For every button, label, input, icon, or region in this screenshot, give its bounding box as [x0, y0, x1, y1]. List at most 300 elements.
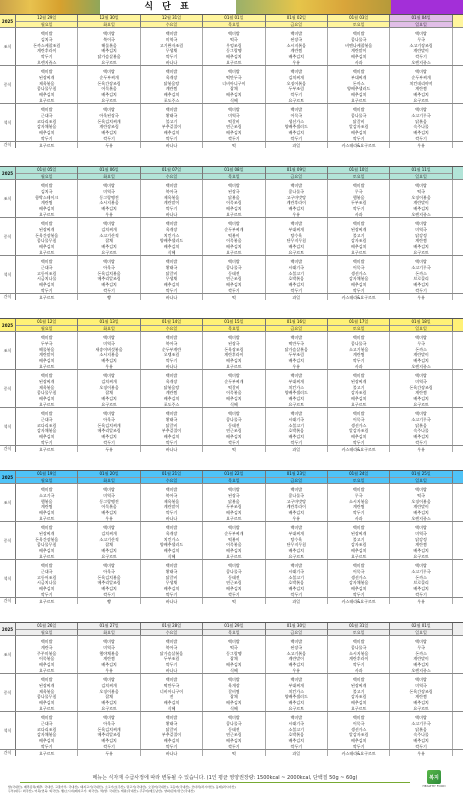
menu-item: 불고기	[352, 232, 365, 238]
menu-item: 백미밥	[40, 183, 53, 188]
menu-item: 배추김치	[413, 206, 429, 212]
menu-item: 백미밥	[103, 259, 115, 264]
menu-cell	[78, 408, 140, 445]
menu-item: 우유	[292, 212, 301, 217]
menu-item: 떡국	[230, 644, 238, 650]
day-header	[390, 319, 452, 331]
menu-item: 계란찜	[415, 86, 427, 92]
menu-item: 김치국	[40, 36, 53, 42]
menu-item: 백미밥	[40, 677, 53, 682]
menu-item: 두부조림	[226, 504, 242, 510]
menu-item: 무국	[417, 644, 425, 650]
menu-item: 배추김치	[350, 586, 367, 592]
menu-item: 떡갈비	[228, 118, 240, 124]
menu-item: 육개장	[165, 378, 178, 384]
menu-item: 배추김치	[350, 244, 367, 250]
day-date: 01월 07일	[161, 167, 182, 172]
menu-item: 백미밥	[40, 221, 53, 226]
menu-item: 깍두기	[415, 744, 427, 749]
menu-item: 된장찌개	[38, 74, 55, 80]
snack-cell	[16, 142, 78, 148]
snack-item: 과일	[292, 598, 301, 604]
menu-cell	[16, 28, 78, 65]
menu-item: 포도주스	[163, 402, 180, 407]
menu-item: 깍두기	[352, 510, 365, 516]
menu-item: 요구르트	[350, 706, 367, 711]
menu-item: 백미밥	[228, 221, 240, 226]
menu-cell	[141, 218, 203, 255]
menu-cell	[141, 674, 203, 711]
menu-item: 백미밥	[103, 221, 115, 226]
menu-item: 무국	[354, 492, 363, 498]
menu-item: 요구르트	[226, 364, 242, 369]
menu-item: 콩나물무침	[37, 390, 57, 396]
menu-item: 깍두기	[352, 288, 365, 293]
snack-cell	[328, 446, 390, 452]
header-banner-right	[236, 0, 391, 14]
menu-item: 콩나물국	[226, 416, 242, 422]
snack-cell	[78, 446, 140, 452]
menu-item: 김치찌개	[288, 74, 305, 80]
menu-item: 양배추샐러드	[159, 542, 184, 548]
snack-row	[0, 141, 463, 147]
meal-label: 간식	[0, 294, 16, 300]
snack-cell	[16, 750, 78, 756]
menu-item: 깍두기	[103, 744, 115, 749]
menu-item: 연근조림	[226, 124, 242, 130]
menu-item: 계란후라이	[37, 48, 57, 54]
menu-item: 제육볶음	[38, 384, 55, 390]
menu-item: 백미밥	[228, 259, 240, 264]
menu-cell	[328, 28, 390, 65]
menu-item: 닭갈비	[165, 270, 178, 276]
menu-item: 육개장	[165, 530, 178, 536]
snack-cell	[203, 750, 265, 756]
menu-item: 떡국	[230, 36, 238, 42]
menu-item: 콩나물국	[226, 264, 242, 270]
menu-item: 배추김치	[101, 586, 117, 592]
day-date: 01월 09일	[286, 167, 306, 172]
snack-item: 바나나	[165, 446, 178, 452]
menu-item: 콩나물국	[226, 720, 242, 726]
menu-cell	[203, 522, 265, 559]
snack-item: 떡	[231, 598, 236, 604]
menu-item: 배추김치	[226, 586, 242, 592]
menu-item: 잡채	[105, 238, 113, 244]
menu-item: 요구르트	[226, 516, 242, 521]
menu-item: 배추김치	[101, 396, 117, 402]
menu-item: 돈육김치볶음	[97, 574, 121, 580]
meal-label: 간식	[0, 750, 16, 756]
page-title: 식 단 표	[100, 0, 236, 14]
menu-item: 백미밥	[290, 639, 303, 644]
menu-item: 배추김치	[38, 548, 55, 554]
day-date: 01월 25일	[411, 471, 431, 476]
menu-item: 배추김치	[163, 282, 180, 288]
menu-item: 숙주나물	[413, 732, 429, 738]
menu-item: 백미밥	[352, 525, 365, 530]
menu-cell	[390, 66, 452, 103]
week-block	[0, 470, 463, 622]
menu-item: 백미밥	[40, 335, 53, 340]
menu-item: 미역국	[415, 226, 427, 232]
menu-cell	[266, 332, 328, 369]
menu-item: 요구르트	[38, 706, 55, 711]
menu-item: 백미밥	[103, 373, 115, 378]
menu-item: 깍두기	[415, 54, 427, 60]
menu-item: 탕수육	[290, 232, 303, 238]
menu-cell	[16, 180, 78, 217]
menu-item: 깍두기	[103, 440, 115, 445]
menu-item: 깍두기	[165, 662, 178, 668]
snack-item: 두유	[105, 142, 113, 148]
menu-item: 소불고기	[288, 270, 305, 276]
week-date-header	[0, 167, 463, 179]
menu-item: 배추김치	[38, 92, 55, 98]
menu-cell	[141, 408, 203, 445]
menu-item: 메추리알조림	[97, 276, 121, 282]
menu-item: 된장국	[290, 36, 303, 42]
day-weekday: 일요일	[390, 477, 451, 484]
menu-item: 연근조림	[226, 428, 242, 434]
menu-item: 백미밥	[352, 259, 365, 264]
menu-item: 계란찜	[415, 542, 427, 548]
menu-item: 비엔나케찹볶음	[345, 42, 373, 48]
day-weekday: 목요일	[203, 21, 264, 28]
menu-item: 백미밥	[165, 563, 178, 568]
menu-item: 근대국	[40, 112, 53, 118]
menu-item: 오징어볶음	[411, 194, 431, 200]
menu-cell	[328, 218, 390, 255]
menu-item: 배추김치	[101, 358, 117, 364]
menu-item: 백미밥	[415, 639, 427, 644]
breakfast-row	[0, 483, 463, 521]
menu-cell	[141, 712, 203, 749]
menu-item: 배추김치	[413, 586, 429, 592]
snack-item: 떡	[231, 142, 236, 148]
snack-cell	[78, 598, 140, 604]
menu-item: 치킨가스	[288, 384, 305, 390]
snack-cell	[328, 142, 390, 148]
menu-item: 계란후라이	[286, 504, 306, 510]
menu-item: 소고기국	[38, 492, 55, 498]
menu-item: 요구르트	[226, 554, 242, 559]
menu-item: 동태전	[228, 422, 240, 428]
week-block	[0, 318, 463, 470]
menu-item: 백미밥	[228, 31, 240, 36]
menu-item: 배추김치	[101, 510, 117, 516]
menu-cell	[266, 636, 328, 673]
menu-item: 깍두기	[40, 288, 53, 293]
menu-item: 깍두기	[228, 592, 240, 597]
menu-cell	[78, 712, 140, 749]
menu-item: 배추김치	[288, 206, 305, 212]
menu-item: 감자채볶음	[349, 580, 369, 586]
menu-item: 생선가스	[350, 574, 367, 580]
day-header	[266, 471, 328, 483]
menu-item: 백미밥	[415, 373, 427, 378]
day-weekday: 화요일	[78, 173, 139, 180]
snack-cell	[203, 446, 265, 452]
day-header	[78, 471, 140, 483]
menu-item: 요구르트	[38, 250, 55, 255]
snack-item: 바나나	[165, 750, 178, 756]
meal-label: 간식	[0, 446, 16, 452]
snack-cell	[390, 294, 452, 300]
menu-item: 된장찌개	[38, 682, 55, 688]
origin-info	[8, 785, 408, 793]
menu-item: 소고기볶음	[349, 346, 369, 352]
day-weekday: 수요일	[141, 325, 202, 332]
menu-item: 바나나	[165, 212, 178, 217]
snack-item: 바나나	[165, 294, 178, 300]
day-weekday: 일요일	[390, 629, 451, 636]
menu-item: 깍두기	[40, 54, 53, 60]
menu-item: 어묵국	[352, 568, 365, 574]
menu-item: 소고기산적	[99, 536, 119, 542]
menu-item: 배추김치	[288, 54, 305, 60]
day-header	[141, 623, 203, 635]
menu-item: 백미밥	[415, 715, 427, 720]
menu-item: 백미밥	[228, 373, 240, 378]
menu-item: 오징어볶음	[286, 80, 306, 86]
menu-item: 불고기	[352, 688, 365, 694]
menu-item: 호박볶음	[288, 732, 305, 738]
day-weekday: 월요일	[16, 325, 77, 332]
snack-cell	[390, 142, 452, 148]
menu-item: 김치찌개	[101, 378, 117, 384]
menu-item: 백미밥	[165, 69, 178, 74]
day-date: 01월 28일	[161, 623, 182, 628]
day-weekday: 일요일	[390, 325, 451, 332]
day-date: 01월 10일	[349, 167, 369, 172]
menu-item: 떡갈비	[228, 384, 240, 390]
menu-item: 탕수육	[290, 536, 303, 542]
menu-item: 바나나	[165, 668, 178, 673]
menu-item: 깍두기	[352, 592, 365, 597]
origin-line: 두부(대두: 외국산), 어묵(연육: 외국산), 햄/소시지(돼지고기: 외국산), 떡(쌀: 국내산), 계란(국내산), 주꾸미(베트남산), 양파/감자/당근(국내산)	[8, 789, 195, 793]
menu-item: 떡만두국	[163, 682, 180, 688]
menu-item: 요구르트	[101, 554, 117, 559]
day-weekday: 일요일	[390, 173, 451, 180]
menu-item: 콩나물국	[350, 644, 367, 650]
menu-item: 너비아니구이	[222, 80, 246, 86]
menu-item: 배추김치	[350, 738, 367, 744]
menu-item: 미역국	[103, 644, 115, 650]
menu-item: 백미밥	[228, 335, 240, 340]
menu-item: 백미밥	[228, 563, 240, 568]
menu-item: 배추김치	[226, 434, 242, 440]
menu-item: 배추김치	[413, 662, 429, 668]
menu-item: 된장찌개	[350, 682, 367, 688]
menu-item: 백미밥	[352, 639, 365, 644]
menu-item: 배추김치	[288, 130, 305, 136]
menu-item: 순두부찌개	[224, 530, 244, 536]
menu-cell	[78, 522, 140, 559]
menu-item: 북어국	[165, 188, 178, 194]
menu-item: 잡채	[105, 542, 113, 548]
menu-item: 시금치나물	[37, 276, 57, 282]
menu-item: 배추김치	[413, 548, 429, 554]
week-date-header	[0, 623, 463, 635]
menu-item: 알감자조림	[349, 428, 369, 434]
menu-cell	[266, 104, 328, 141]
menu-cell	[390, 560, 452, 597]
menu-item: 계란찜	[165, 390, 178, 396]
day-date: 01월 20일	[99, 471, 119, 476]
day-date: 01월 19일	[37, 471, 57, 476]
day-header	[16, 623, 78, 635]
day-date: 01월 27일	[99, 623, 119, 628]
menu-cell	[16, 218, 78, 255]
menu-item: 고구마맛탕	[286, 498, 306, 504]
menu-item: 요구르트	[350, 554, 367, 559]
menu-item: 백미밥	[103, 31, 115, 36]
menu-item: 된장찌개	[350, 530, 367, 536]
menu-item: 닭가슴살볶음	[159, 650, 184, 656]
menu-item: 닭볶음	[415, 422, 427, 428]
day-header	[78, 167, 140, 179]
menu-item: 무생채	[165, 580, 178, 586]
snack-cell	[328, 598, 390, 604]
menu-item: 백미밥	[40, 31, 53, 36]
meal-label: 조식	[0, 28, 16, 65]
day-weekday: 목요일	[203, 477, 264, 484]
menu-cell	[16, 370, 78, 407]
menu-item: 깍두기	[290, 744, 303, 749]
menu-item: 백미밥	[352, 677, 365, 682]
menu-item: 어묵볶음	[101, 504, 117, 510]
day-header	[203, 167, 265, 179]
day-weekday: 토요일	[328, 629, 389, 636]
day-date: 01월 15일	[224, 319, 244, 324]
menu-item: 백미밥	[352, 69, 365, 74]
menu-item: 배추김치	[163, 738, 180, 744]
menu-item: 동태전	[228, 726, 240, 732]
menu-item: 식혜	[167, 250, 176, 255]
day-weekday: 수요일	[141, 173, 202, 180]
day-header	[141, 471, 203, 483]
menu-item: 계란말이	[38, 352, 55, 358]
menu-item: 백미밥	[352, 335, 365, 340]
day-date: 01월 11일	[411, 167, 431, 172]
menu-item: 계란말이	[350, 48, 367, 54]
day-header	[328, 15, 390, 27]
menu-item: 요구르트	[413, 706, 429, 711]
breakfast-row	[0, 179, 463, 217]
menu-item: 계란찜	[103, 656, 115, 662]
menu-item: 백미밥	[165, 335, 178, 340]
menu-item: 배추김치	[226, 54, 242, 60]
menu-item: 단무지무침	[286, 238, 306, 244]
menu-cell	[78, 484, 140, 521]
menu-item: 부대찌개	[288, 682, 305, 688]
menu-item: 떡만두국	[288, 340, 305, 346]
snack-cell	[141, 598, 203, 604]
menu-item: 배추김치	[101, 548, 117, 554]
menu-item: 백미밥	[40, 69, 53, 74]
menu-item: 소고기산적	[99, 232, 119, 238]
menu-item: 계란말이	[163, 200, 180, 206]
menu-item: 배추김치	[288, 434, 305, 440]
menu-item: 떡볶이	[228, 536, 240, 542]
menu-item: 배추김치	[163, 92, 180, 98]
menu-item: 배추김치	[413, 92, 429, 98]
menu-item: 잡채	[230, 656, 238, 662]
menu-item: 생선가스	[350, 726, 367, 732]
menu-item: 깍두기	[352, 440, 365, 445]
menu-item: 백미밥	[290, 335, 303, 340]
menu-item: 브로콜리	[413, 580, 429, 586]
year-label: 2025	[0, 471, 16, 483]
menu-item: 깍두기	[165, 510, 178, 516]
menu-item: 생선가스	[350, 422, 367, 428]
menu-item: 연근조림	[226, 732, 242, 738]
menu-item: 순두부계란	[161, 346, 182, 352]
menu-item: 요구르트	[38, 516, 55, 521]
menu-cell	[16, 712, 78, 749]
menu-item: 제육볶음	[38, 688, 55, 694]
menu-item: 돈육간장볶음	[35, 536, 59, 542]
menu-item: 콩나물무침	[37, 86, 57, 92]
menu-item: 동태전	[228, 270, 240, 276]
footer-notice	[0, 774, 463, 783]
menu-item: 백미밥	[103, 525, 115, 530]
menu-item: 계란말이	[413, 656, 429, 662]
menu-item: 근대국	[40, 720, 53, 726]
menu-item: 계란찜	[165, 86, 178, 92]
day-date: 01월 21일	[161, 471, 182, 476]
menu-item: 백미밥	[103, 715, 115, 720]
menu-item: 돈육간장조림	[97, 80, 121, 86]
menu-item: 미역국	[103, 340, 115, 346]
week-date-header	[0, 15, 463, 27]
snack-item: 과일	[292, 750, 301, 756]
day-weekday: 월요일	[16, 477, 77, 484]
menu-cell	[203, 218, 265, 255]
day-date: 01월 30일	[286, 623, 306, 628]
dinner-row	[0, 559, 463, 597]
day-date: 01월 17일	[349, 319, 369, 324]
menu-item: 배추김치	[163, 548, 180, 554]
day-weekday: 금요일	[266, 325, 327, 332]
lunch-row	[0, 673, 463, 711]
menu-cell	[203, 180, 265, 217]
menu-item: 감자조림	[350, 390, 367, 396]
menu-item: 잡채	[230, 694, 238, 700]
menu-item: 배추김치	[226, 282, 242, 288]
menu-item: 요구르트	[38, 402, 55, 407]
menu-item: 돈까스	[352, 80, 365, 86]
menu-item: 오징어볶음	[411, 498, 431, 504]
meal-label: 조식	[0, 180, 16, 217]
menu-cell	[141, 370, 203, 407]
menu-item: 백미밥	[40, 487, 53, 492]
menu-cell	[141, 484, 203, 521]
menu-item: 배추김치	[38, 244, 55, 250]
meal-label: 간식	[0, 598, 16, 604]
menu-item: 사과	[354, 668, 363, 673]
snack-cell	[203, 142, 265, 148]
menu-item: 소고기무국	[411, 112, 431, 118]
day-header	[141, 15, 203, 27]
menu-item: 백미밥	[228, 525, 240, 530]
menu-item: 된장찌개	[38, 226, 55, 232]
menu-item: 김치찌개	[101, 226, 117, 232]
menu-item: 배추김치	[288, 586, 305, 592]
menu-item: 햄볶음	[352, 194, 365, 200]
menu-item: 배추김치	[288, 396, 305, 402]
